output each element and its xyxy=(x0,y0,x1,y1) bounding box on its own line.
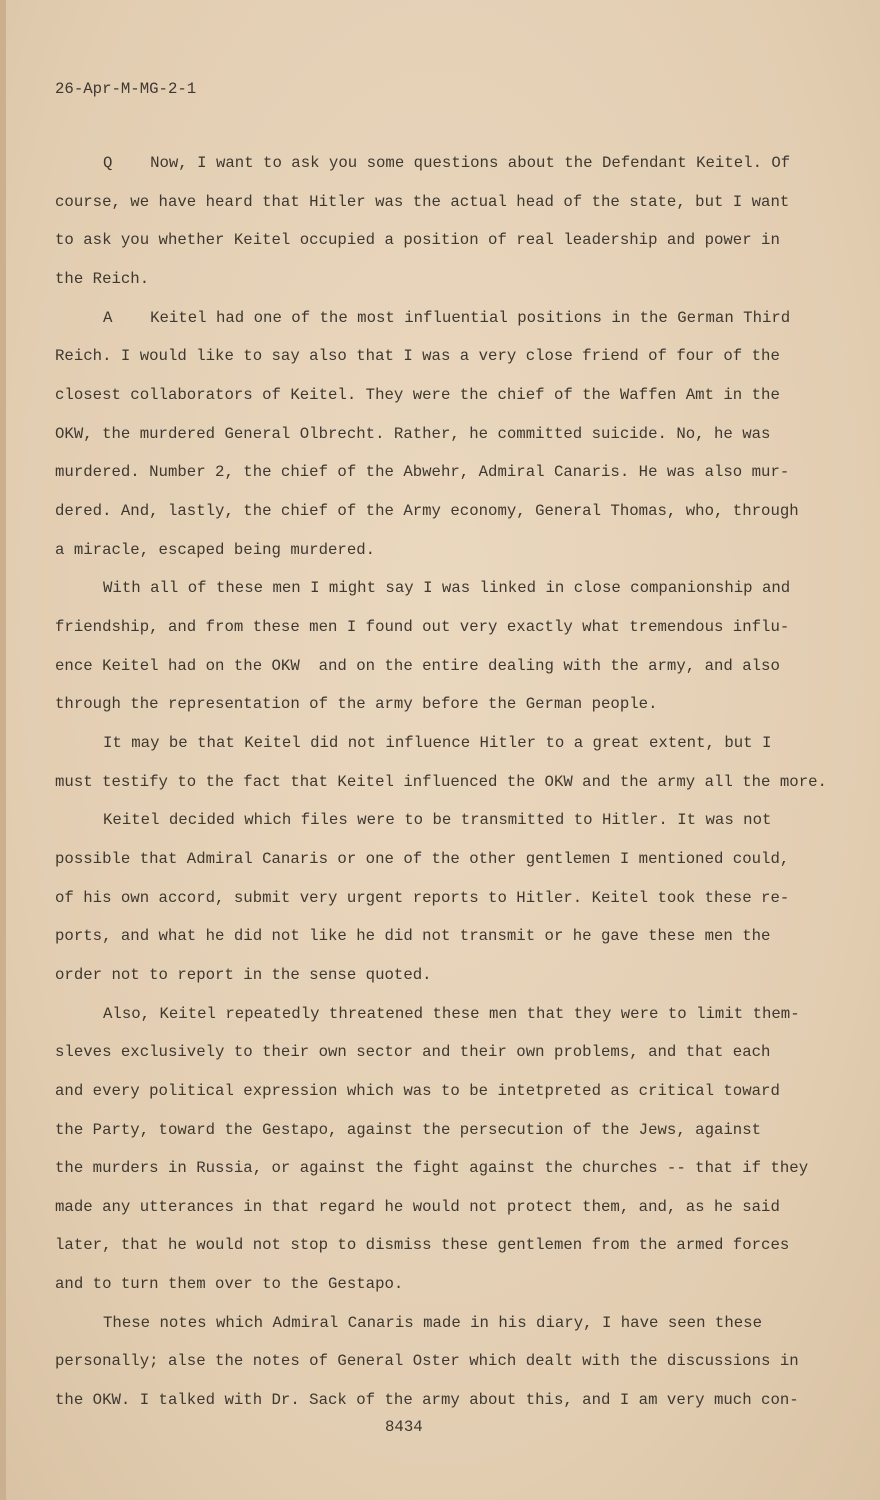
text-line: personally; alse the notes of General Oster which dealt with the discussions in xyxy=(55,1352,799,1371)
text-line: Keitel decided which files were to be transmitted to Hitler. It was not xyxy=(103,811,772,830)
text-line: through the representation of the army before the German people. xyxy=(55,695,658,714)
text-line: and to turn them over to the Gestapo. xyxy=(55,1275,404,1294)
text-line: the murders in Russia, or against the fight against the churches -- that if they xyxy=(55,1159,809,1178)
document-header: 26-Apr-M-MG-2-1 xyxy=(55,80,197,98)
text-line: the OKW. I talked with Dr. Sack of the army about this, and I am very much con- xyxy=(55,1391,799,1410)
text-line: closest collaborators of Keitel. They were the chief of the Waffen Amt in the xyxy=(55,385,780,404)
text-line: and every political expression which was to be intetpreted as critical toward xyxy=(55,1081,780,1100)
page-edge xyxy=(0,0,6,1500)
text-line: the Reich. xyxy=(55,269,150,288)
text-line: dered. And, lastly, the chief of the Army economy, General Thomas, who, through xyxy=(55,501,799,520)
text-line: With all of these men I might say I was linked in close companionship and xyxy=(103,579,791,598)
text-line: Reich. I would like to say also that I was a very close friend of four of the xyxy=(55,347,780,366)
text-line: order not to report in the sense quoted. xyxy=(55,965,432,984)
text-line: later, that he would not stop to dismiss these gentlemen from the armed forces xyxy=(55,1236,790,1255)
text-line: ports, and what he did not like he did not transmit or he gave these men the xyxy=(55,927,771,946)
text-line: friendship, and from these men I found out very exactly what tremendous influ- xyxy=(55,617,790,636)
text-line: A Keitel had one of the most influential positions in the German Third xyxy=(103,308,791,327)
text-line: Q Now, I want to ask you some questions about the Defendant Keitel. Of xyxy=(103,154,791,172)
page-number: 8434 xyxy=(385,1418,423,1436)
text-line: to ask you whether Keitel occupied a position of real leadership and power in xyxy=(55,231,780,250)
text-line: It may be that Keitel did not influence Hitler to a great extent, but I xyxy=(103,733,772,752)
text-line: Also, Keitel repeatedly threatened these men that they were to limit them- xyxy=(103,1004,800,1023)
text-line: of his own accord, submit very urgent reports to Hitler. Keitel took these re- xyxy=(55,888,790,907)
text-line: a miracle, escaped being murdered. xyxy=(55,540,376,559)
text-line: sleves exclusively to their own sector and their own problems, and that each xyxy=(55,1043,771,1062)
text-line: murdered. Number 2, the chief of the Abwehr, Admiral Canaris. He was also mur- xyxy=(55,463,790,482)
text-line: course, we have heard that Hitler was the actual head of the state, but I want xyxy=(55,192,790,211)
text-line: OKW, the murdered General Olbrecht. Rather, he committed suicide. No, he was xyxy=(55,424,771,443)
text-line: ence Keitel had on the OKW and on the entire dealing with the army, and also xyxy=(55,656,780,675)
text-line: These notes which Admiral Canaris made in his diary, I have seen these xyxy=(103,1313,762,1332)
text-line: the Party, toward the Gestapo, against the persecution of the Jews, against xyxy=(55,1120,762,1139)
text-line: possible that Admiral Canaris or one of the other gentlemen I mentioned could, xyxy=(55,849,790,868)
text-line: made any utterances in that regard he would not protect them, and, as he said xyxy=(55,1197,780,1216)
text-line: must testify to the fact that Keitel influenced the OKW and the army all the more. xyxy=(55,772,827,791)
